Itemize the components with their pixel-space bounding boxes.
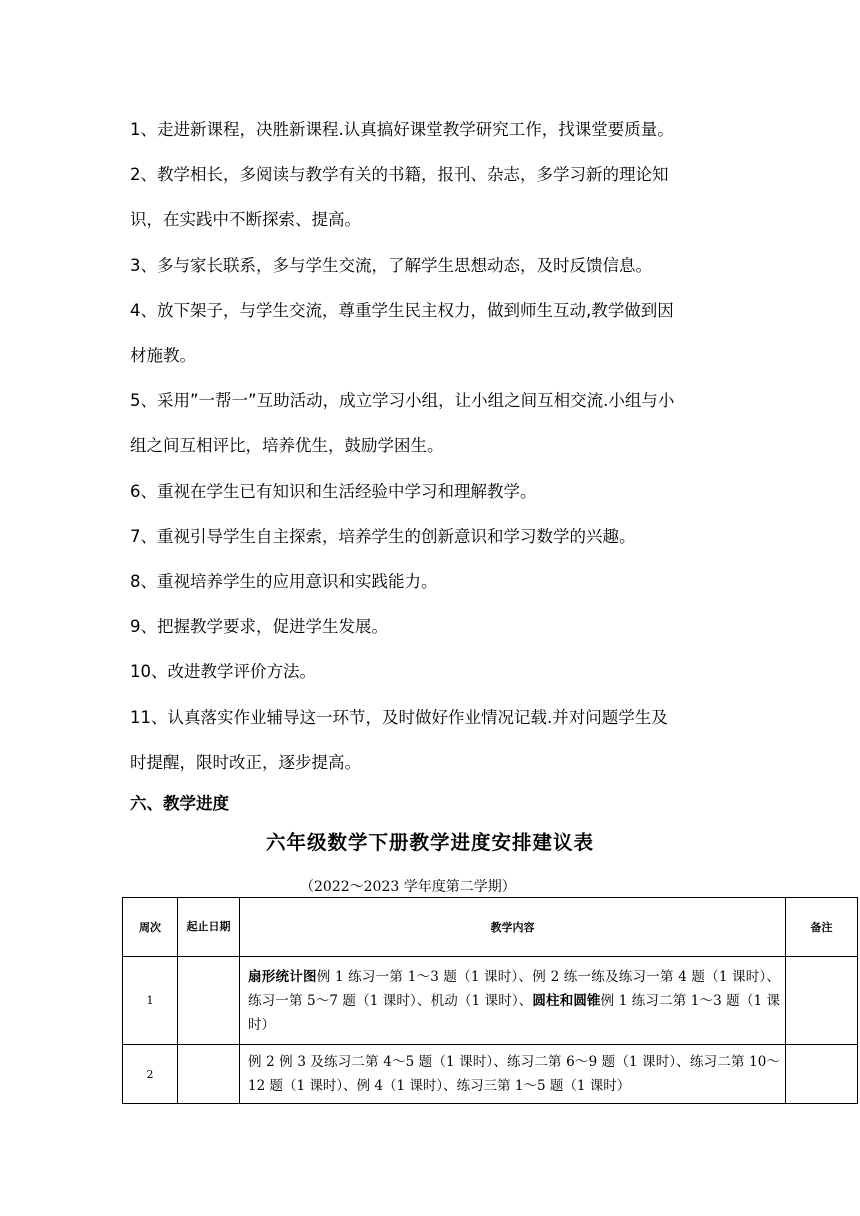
table-row — [123, 957, 858, 1045]
unit-name: 扇形统计图 — [248, 968, 317, 985]
list-item: 7、重视引导学生自主探索，培养学生的创新意识和学习数学的兴趣。 — [130, 526, 636, 546]
notes-cell — [786, 957, 858, 1045]
content-text: 例 1 练习二第 1～3 题（1 课时） — [248, 992, 781, 1033]
list-item: 11、认真落实作业辅导这一环节，及时做好作业情况记载.并对问题学生及 时提醒，限时改正，逐步提高。 — [130, 707, 668, 772]
content-cell: 例 2 例 3 及练习二第 4～5 题（1 课时）、练习二第 6～9 题（1 课时）、练习二第 10～12 题（1 课时）、例 4（1 课时）、练习三第 1～5 题（1 课时） — [240, 1045, 786, 1104]
list-item: 3、多与家长联系，多与学生交流，了解学生思想动态，及时反馈信息。 — [130, 255, 652, 275]
list-item: 5、采用”一帮一”互助活动，成立学习小组，让小组之间互相交流.小组与小 组之间互相评比，培养优生，鼓励学困生。 — [130, 391, 675, 456]
dates-cell — [178, 957, 240, 1045]
table-row — [123, 1045, 858, 1104]
content-cell — [240, 957, 786, 1045]
measures-list — [130, 107, 740, 785]
unit-name: 圆柱和圆锥 — [532, 992, 601, 1009]
list-item: 2、教学相长，多阅读与教学有关的书籍，报刊、杂志，多学习新的理论知 识，在实践中不断探索、提高。 — [130, 165, 669, 230]
list-item: 4、放下架子，与学生交流，尊重学生民主权力，做到师生互动,教学做到因 材施教。 — [130, 300, 674, 366]
list-item: 10、改进教学评价方法。 — [130, 662, 316, 682]
week-cell: 1 — [123, 957, 178, 1045]
list-item: 6、重视在学生已有知识和生活经验中学习和理解教学。 — [130, 481, 537, 501]
content-text: 例 1 练习一第 1～3 题（1 课时）、例 2 练一练及练习一第 4 题（1 课时）、练习一第 5～7 题（1 课时）、机动（1 课时）、 — [248, 968, 780, 1009]
table-header-row — [123, 898, 858, 957]
section-heading: 六、教学进度 — [130, 794, 229, 813]
table-subtitle: （2022～2023 学年度第二学期） — [300, 879, 516, 895]
list-item: 8、重视培养学生的应用意识和实践能力。 — [130, 572, 438, 592]
dates-cell — [178, 1045, 240, 1104]
list-item: 9、把握教学要求，促进学生发展。 — [130, 617, 388, 637]
week-cell: 2 — [123, 1045, 178, 1104]
notes-cell — [786, 1045, 858, 1104]
table-title: 六年级数学下册教学进度安排建议表 — [265, 831, 594, 854]
header-week: 周次 — [123, 898, 178, 957]
header-notes: 备注 — [786, 898, 858, 957]
list-item: 1、走进新课程，决胜新课程.认真搞好课堂教学研究工作，找课堂要质量。 — [130, 120, 674, 139]
header-content: 教学内容 — [240, 898, 786, 957]
schedule-table — [122, 897, 858, 1104]
header-dates: 起止日期 — [178, 898, 240, 957]
